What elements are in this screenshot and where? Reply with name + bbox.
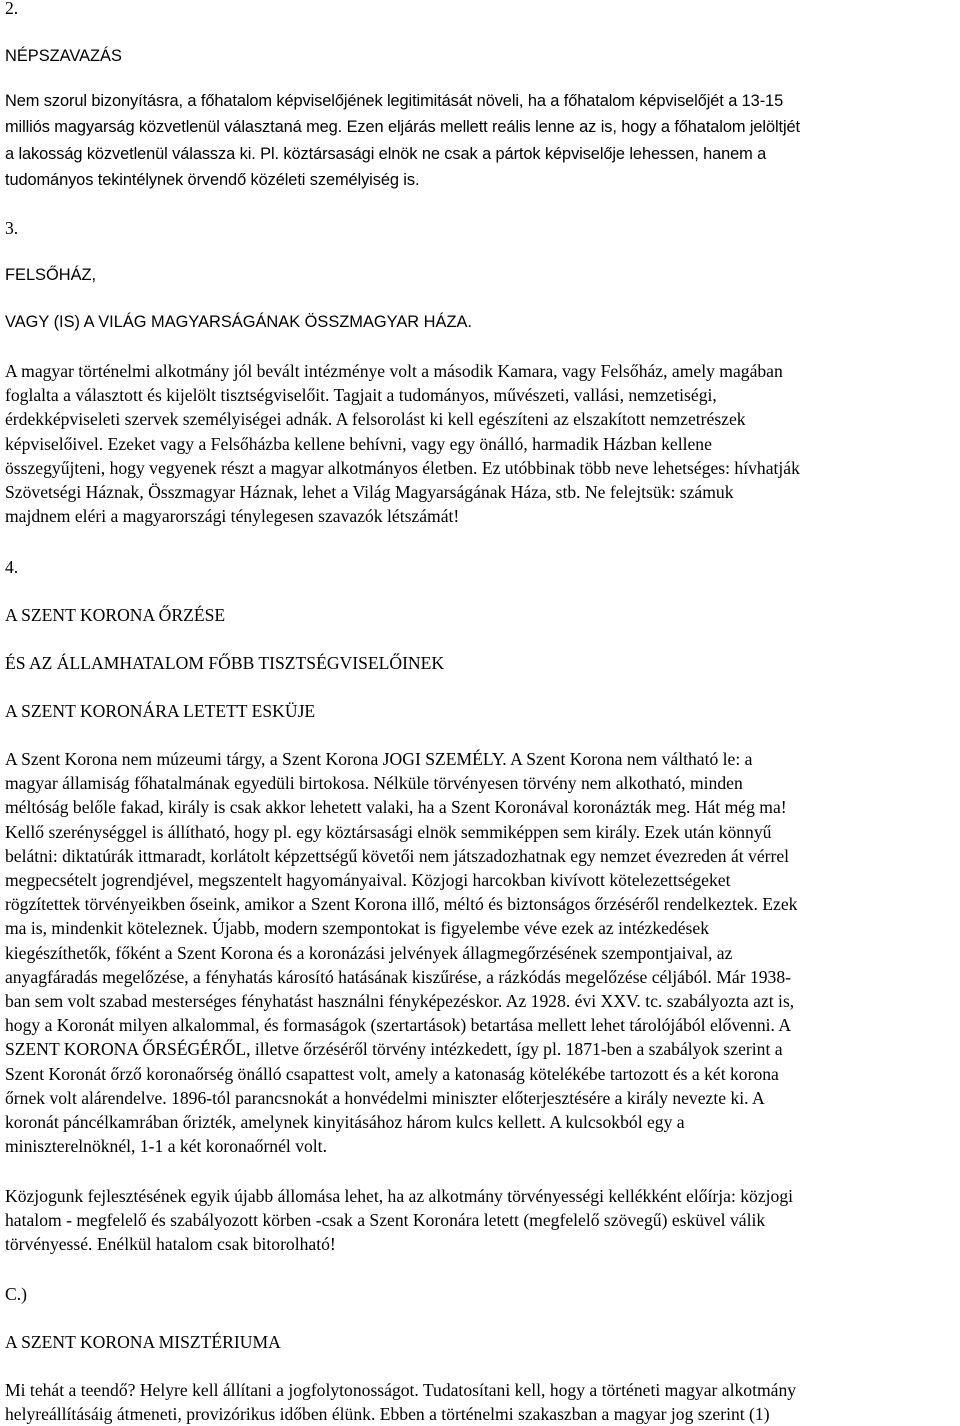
paragraph	[5, 88, 800, 194]
text-line: foglalta a választott és kijelölt tisztségviselőit. Tagjait a tudományos, művészeti, vallási, nemzetiségi,	[5, 385, 717, 406]
text-line: Szövetségi Háznak, Összmagyar Háznak, lehet a Világ Magyarságának Háza, stb. Ne felejtsük: számuk	[5, 482, 734, 503]
text-line: rögzítettek törvényeikben őseink, amikor a Szent Korona illő, méltó és biztonságos őrzéséről rendelkeztek. Ezek	[5, 894, 798, 915]
text-line: megpecsételt jogrendjével, megszentelt hagyományaival. Közjogi harcokban kivívott kötelezettségeket	[5, 870, 731, 891]
text-line: anyagfáradás megelőzése, a fényhatás károsító hatásának kiszűrése, a rázkódás megelőzése céljából. Már 1938-	[5, 966, 791, 987]
text-line: Mi tehát a teendő? Helyre kell állítani a jogfolytonosságot. Tudatosítani kell, hogy a történeti magyar alkotmány	[5, 1380, 797, 1400]
text-line: hatalom - megfelelő és szabályozott körben -csak a Szent Koronára letett (megfelelő szövegű) esküvel válik	[5, 1210, 766, 1231]
section-subheading: VAGY (IS) A VILÁG MAGYARSÁGÁNAK ÖSSZMAGYAR HÁZA.	[5, 313, 472, 331]
paragraph	[5, 359, 800, 528]
text-line: Közjogunk fejlesztésének egyik újabb állomása lehet, ha az alkotmány törvényességi kellékként előírja: közjogi	[5, 1186, 794, 1206]
section-number: 2.	[5, 0, 19, 18]
section-heading: NÉPSZAVAZÁS	[5, 47, 122, 65]
section-subheading: ÉS AZ ÁLLAMHATALOM FŐBB TISZTSÉGVISELŐINEK	[5, 653, 445, 673]
section-heading: A SZENT KORONA ŐRZÉSE	[5, 605, 226, 625]
text-line: törvényessé. Enélkül hatalom csak bitorolható!	[5, 1234, 336, 1255]
section-number: C.)	[5, 1284, 27, 1304]
text-line: tudományos tekintélynek örvendő közéleti személyiség is.	[5, 171, 420, 190]
text-line: kiegészíthetők, főként a Szent Korona és a koronázási jelvények állagmegőrzésének szempontjaival, az	[5, 942, 733, 963]
text-line: Nem szorul bizonyításra, a főhatalom képviselőjének legitimitását növeli, ha a főhatalom képviselőjét a 13-15	[5, 92, 784, 110]
text-line: érdekképviseleti szervek személyiségei adnák. A felsorolást ki kell egészíteni az elszakított nemzetrészek	[5, 409, 746, 430]
text-line: a lakosság közvetlenül válassza ki. Pl. köztársasági elnök ne csak a pártok képviselője lehessen, hanem a	[5, 144, 767, 163]
text-line: Kellő szerénységgel is állítható, hogy pl. egy köztársasági elnök semmiképpen sem király. Ezek után könnyű	[5, 821, 772, 842]
text-line: belátni: diktatúrák ittmaradt, korlátolt képzettségű követői nem játszadozhatnak egy nemzet évezreden át vérrel	[5, 845, 790, 866]
text-line: összegyűjteni, hogy vegyenek részt a magyar alkotmányos életben. Ez utóbbinak több neve lehetséges: hívhatják	[5, 457, 800, 478]
section-number: 4.	[5, 557, 19, 577]
section-heading: FELSŐHÁZ,	[5, 266, 97, 284]
text-line: hogy a Koronát milyen alkalommal, és formaságok (szertartások) betartása mellett lehet tárolójából elővenni. A	[5, 1015, 792, 1036]
paragraph	[5, 1378, 796, 1426]
text-line: méltóság belőle fakad, király is csak akkor lehetett valaki, ha a Szent Koronával koronázták meg. Hát még ma!	[5, 797, 787, 818]
text-line: őrnek volt alárendelve. 1896-tól parancsnokát a honvédelmi miniszter előterjesztésére a király nevezte ki. A	[5, 1087, 765, 1108]
text-line: A magyar történelmi alkotmány jól bevált intézménye volt a második Kamara, vagy Felsőház, amely magában	[5, 361, 783, 381]
paragraph	[5, 1184, 793, 1257]
text-line: SZENT KORONA ŐRSÉGÉRŐL, illetve őrzéséről törvény intézkedett, így pl. 1871-ben a szabályok szerint a	[5, 1039, 783, 1060]
text-line: Szent Koronát őrző koronaőrség önálló csapattest volt, amely a katonaság kötelékébe tartozott és a két korona	[5, 1063, 779, 1084]
text-line: képviselőivel. Ezeket vagy a Felsőházba kellene behívni, vagy egy önálló, harmadik Házban kellene	[5, 433, 712, 454]
text-line: helyreállításáig átmeneti, provizórikus időben élünk. Ebben a történelmi szakaszban a magyar jog szerint (1)	[5, 1404, 770, 1425]
text-line: milliós magyarság közvetlenül választaná meg. Ezen eljárás mellett reális lenne az is, hogy a főhatalom jelöltjét	[5, 118, 800, 137]
text-line: magyar államiság főhatalmának egyedüli birtokosa. Nélküle törvényesen törvény nem alkotható, minden	[5, 773, 743, 794]
text-line: miniszterelnöknél, 1-1 a két koronaőrnél volt.	[5, 1136, 327, 1157]
section-subheading: A SZENT KORONÁRA LETETT ESKÜJE	[5, 701, 316, 721]
text-line: A Szent Korona nem múzeumi tárgy, a Szent Korona JOGI SZEMÉLY. A Szent Korona nem váltható le: a	[5, 749, 753, 769]
section-heading: A SZENT KORONA MISZTÉRIUMA	[5, 1332, 281, 1352]
text-line: ma is, mindenkit köteleznek. Újabb, modern szempontokat is figyelembe véve ezek az intézkedések	[5, 918, 709, 939]
text-line: majdnem eléri a magyarországi ténylegesen szavazók létszámát!	[5, 506, 460, 527]
text-line: ban sem volt szabad mesterséges fényhatást használni fényképezéskor. Az 1928. évi XXV. tc. szabályozta azt is,	[5, 991, 795, 1012]
paragraph	[5, 747, 797, 1158]
text-line: koronát páncélkamrában őrizték, amelynek kinyitásához három kulcs kellett. A kulcsokból egy a	[5, 1112, 685, 1133]
section-number: 3.	[5, 218, 19, 238]
